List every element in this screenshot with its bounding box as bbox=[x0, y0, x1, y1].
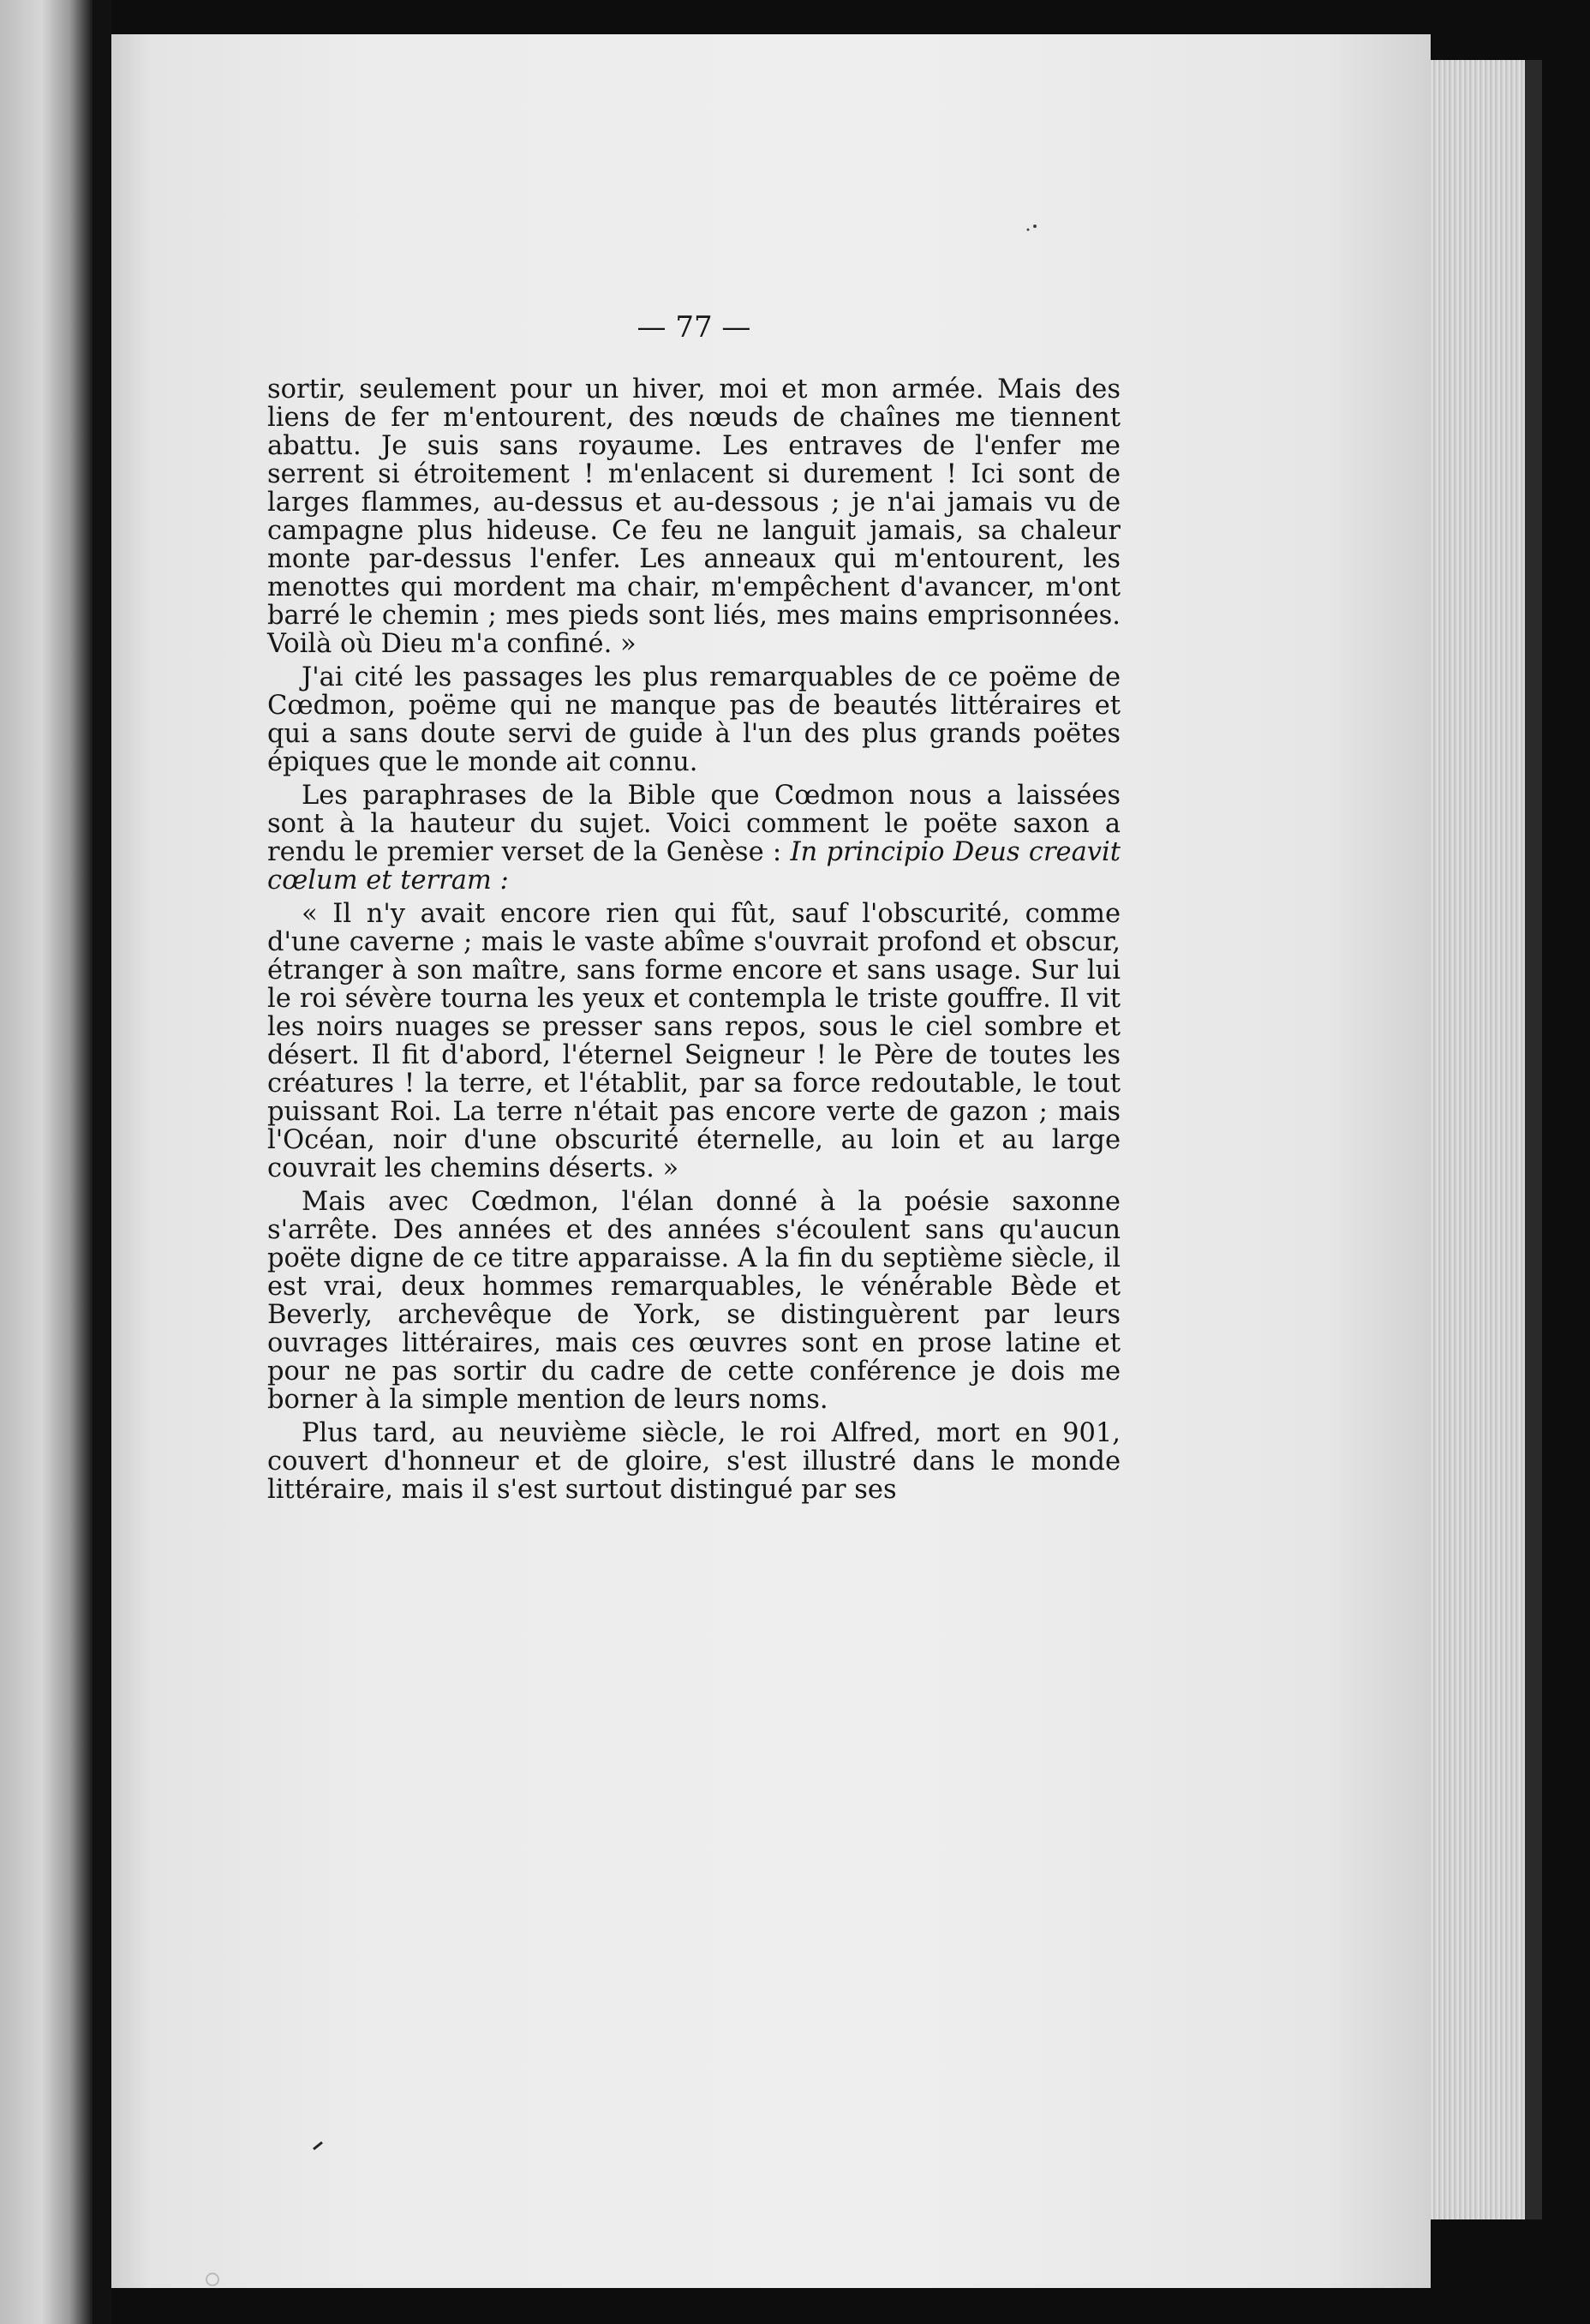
paragraph-3-text: Les paraphrases de la Bible que Cœdmon nous a laissées sont à la hauteur du sujet. Voici comment le poëte saxon a rendu le premier verset de la Genèse : bbox=[267, 781, 1121, 867]
page-edges-stack bbox=[1431, 60, 1525, 2219]
paragraph-1: sortir, seulement pour un hiver, moi et mon armée. Mais des liens de fer m'entourent, des nœuds de chaînes me tiennent abattu. Je suis sans royaume. Les entraves de l'enfer me serrent si étroitement ! m'enlacent si durement ! Ici sont de larges flammes, au-dessus et au-dessous ; je n'ai jamais vu de campagne plus hideuse. Ce feu ne languit jamais, sa chaleur monte par-dessus l'enfer. Les anneaux qui m'entourent, les menottes qui mordent ma chair, m'empêchent d'avancer, m'ont barré le chemin ; mes pieds sont liés, mes mains emprisonnées. Voilà où Dieu m'a confiné. » bbox=[267, 374, 1121, 659]
paragraph-5: Mais avec Cœdmon, l'élan donné à la poésie saxonne s'arrête. Des années et des années s'écoulent sans qu'aucun poëte digne de ce titre apparaisse. A la fin du septième siècle, il est vrai, deux hommes remarquables, le vénérable Bède et Beverly, archevêque de York, se distinguèrent par leurs ouvrages littéraires, mais ces œuvres sont en prose latine et pour ne pas sortir du cadre de cette conférence je dois me borner à la simple mention de leurs noms. bbox=[267, 1187, 1121, 1415]
page-body-text bbox=[267, 375, 1121, 1504]
page-number: — 77 — bbox=[637, 310, 751, 344]
latin-quote: In principio Deus creavit cœlum et terram : bbox=[267, 837, 1121, 895]
paragraph-4: « Il n'y avait encore rien qui fût, sauf l'obscurité, comme d'une caverne ; mais le vaste abîme s'ouvrait profond et obscur, étranger à son maître, sans forme encore et sans usage. Sur lui le roi sévère tourna les yeux et contempla le triste gouffre. Il vit les noirs nuages se presser sans repos, sous le ciel sombre et désert. Il fit d'abord, l'éternel Seigneur ! le Père de toutes les créatures ! la terre, et l'établit, par sa force redoutable, le tout puissant Roi. La terre n'était pas encore verte de gazon ; mais l'Océan, noir d'une obscurité éternelle, au loin et au large couvrait les chemins déserts. » bbox=[267, 899, 1121, 1183]
page-edges-shadow bbox=[1525, 60, 1542, 2219]
book-gutter bbox=[93, 0, 111, 2324]
paragraph-2: J'ai cité les passages les plus remarquables de ce poëme de Cœdmon, poëme qui ne manque pas de beautés littéraires et qui a sans doute servi de guide à l'un des plus grands poëtes épiques que le monde ait connu. bbox=[267, 662, 1121, 777]
paragraph-3 bbox=[267, 782, 1121, 895]
facing-page-edge bbox=[0, 0, 93, 2324]
paragraph-6: Plus tard, au neuvième siècle, le roi Alfred, mort en 901, couvert d'honneur et de gloire, s'est illustré dans le monde littéraire, mais il s'est surtout distingué par ses bbox=[267, 1418, 1121, 1505]
